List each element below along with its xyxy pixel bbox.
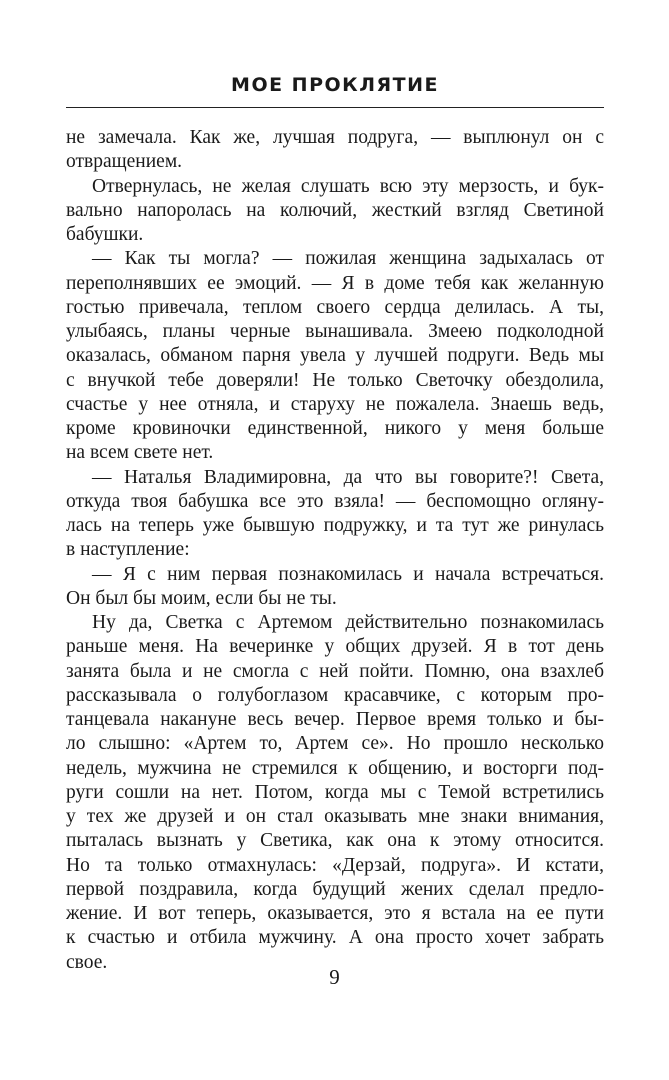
text-line: Отвернулась, не желая слушать всю эту мерзость, и бук-	[92, 175, 604, 197]
text-line: Ну да, Светка с Артемом действительно познакомилась	[92, 612, 604, 633]
text-line: переполнявших ее эмоций. — Я в доме тебя как желанную	[66, 272, 604, 294]
text-line: свое.	[66, 951, 108, 973]
text-line: — Я с ним первая познакомилась и начала встречаться.	[92, 563, 604, 585]
text-line: Но та только отмахнулась: «Дерзай, подруга». И кстати,	[66, 854, 604, 876]
text-line: откуда твоя бабушка все это взяла! — беспомощно огляну-	[66, 490, 604, 512]
text-line: ло слышно: «Артем то, Артем се». Но прошло несколько	[66, 733, 604, 755]
text-line: — Наталья Владимировна, да что вы говорите?! Света,	[92, 466, 604, 488]
text-line: у тех же друзей и он стал оказывать мне знаки внимания,	[66, 806, 604, 827]
text-line: — Как ты могла? — пожилая женщина задыхалась от	[92, 248, 604, 270]
text-line: первой поздравила, когда будущий жених сделал предло-	[66, 878, 604, 900]
text-line: бабушки.	[66, 224, 144, 245]
page-number: 9	[329, 965, 340, 989]
text-line: пыталась вызнать у Светика, как она к этому относится.	[66, 830, 604, 852]
text-line: кроме кровиночки единственной, никого у меня больше	[66, 418, 604, 439]
text-line: танцевала накануне весь вечер. Первое время только и бы-	[66, 709, 604, 730]
text-line: счастье у нее отняла, и старуху не пожалела. Знаешь ведь,	[66, 393, 604, 415]
text-line: занята была и не смогла с ней пойти. Помню, она взахлеб	[66, 660, 604, 682]
text-line: не замечала. Как же, лучшая подруга, — выплюнул он с	[66, 127, 604, 148]
text-line: улыбаясь, планы черные вынашивала. Змеею подколодной	[66, 321, 604, 342]
text-line: рассказывала о голубоглазом красавчике, с которым про-	[66, 684, 604, 706]
text-line: жение. И вот теперь, оказывается, это я встала на ее пути	[66, 903, 604, 924]
text-line: вально напоролась на колючий, жесткий взгляд Светиной	[66, 199, 604, 221]
text-line: к счастью и отбила мужчину. А она просто хочет забрать	[66, 927, 604, 949]
text-line: в наступление:	[66, 539, 190, 561]
text-line: оказалась, обманом парня увела у лучшей подруги. Ведь мы	[66, 345, 604, 367]
text-line: гостью привечала, теплом своего сердца делилась. А ты,	[66, 296, 604, 318]
running-header	[66, 72, 604, 112]
text-line: руги сошли на нет. Потом, когда мы с Темой встретились	[66, 781, 604, 803]
text-line: на всем свете нет.	[66, 442, 214, 464]
running-header-title: МОЕ ПРОКЛЯТИЕ	[231, 74, 439, 96]
body-text	[66, 126, 604, 975]
text-line: отвращением.	[66, 151, 183, 173]
text-line: недель, мужчина не стремился к общению, и восторги под-	[66, 757, 604, 779]
text-line: с внучкой тебе доверяли! Не только Светочку обездолила,	[66, 369, 604, 391]
text-line: раньше меня. На вечеринке у общих друзей. Я в тот день	[66, 636, 604, 658]
text-line: Он был бы моим, если бы не ты.	[66, 587, 337, 609]
text-line: лась на теперь уже бывшую подружку, и та тут же ринулась	[66, 515, 604, 536]
header-divider	[66, 107, 604, 108]
